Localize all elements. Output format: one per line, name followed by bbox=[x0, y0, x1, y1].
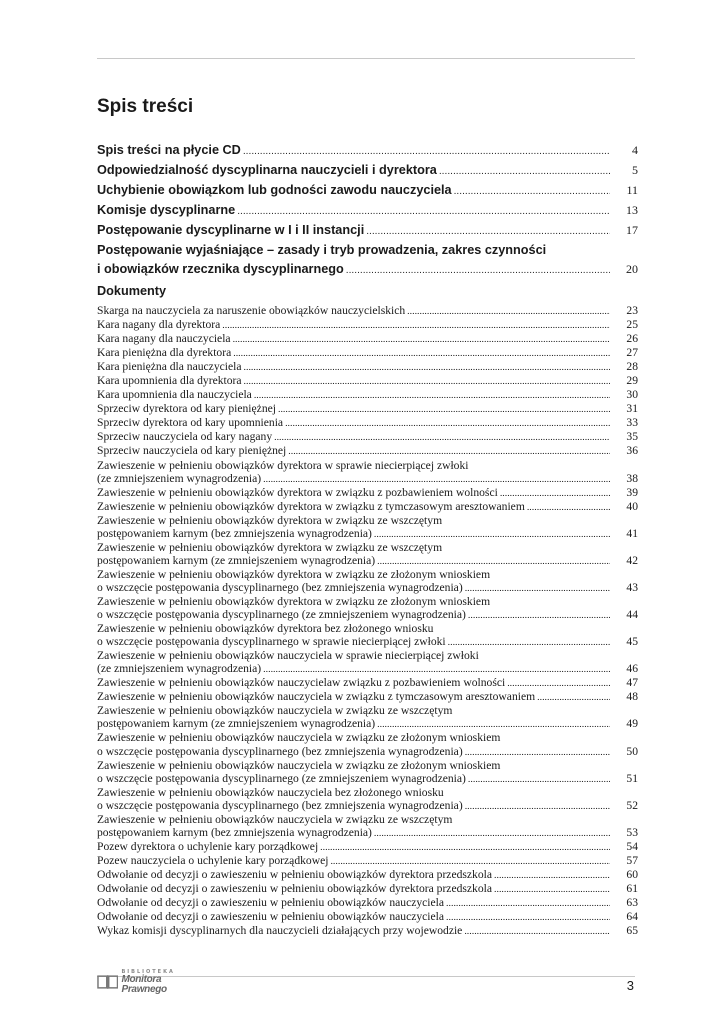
entry-title: Sprzeciw dyrektora od kary upomnienia bbox=[97, 416, 284, 430]
dot-leader bbox=[448, 636, 610, 649]
entry-page-number: 23 bbox=[626, 304, 638, 317]
document-entry[interactable] bbox=[97, 360, 638, 374]
entry-page-number: 41 bbox=[626, 526, 638, 540]
dot-leader bbox=[494, 883, 610, 896]
dot-leader bbox=[263, 473, 610, 486]
entry-page-number: 52 bbox=[626, 798, 638, 812]
entry-title: Komisje dyscyplinarne bbox=[97, 203, 236, 217]
entry-page-number: 47 bbox=[626, 676, 638, 690]
dot-leader bbox=[527, 501, 610, 514]
document-entry[interactable] bbox=[97, 346, 638, 360]
dot-leader bbox=[278, 403, 610, 416]
entry-title: Kara upomnienia dla dyrektora bbox=[97, 374, 242, 388]
dot-leader bbox=[244, 375, 610, 388]
entry-title-line: Postępowanie wyjaśniające – zasady i tryb prowadzenia, zakres czynności bbox=[97, 243, 547, 257]
document-entry[interactable] bbox=[97, 444, 638, 458]
toc-entry[interactable] bbox=[97, 161, 638, 181]
toc-entry[interactable] bbox=[97, 201, 638, 221]
document-entry[interactable] bbox=[97, 541, 638, 568]
entry-title-line: Zawieszenie w pełnieniu obowiązków dyrektora w związku ze złożonym wnioskiem bbox=[97, 567, 491, 581]
entry-title: Pozew nauczyciela o uchylenie kary porządkowej bbox=[97, 853, 329, 867]
dot-leader bbox=[494, 869, 610, 882]
entry-title: o wszczęcie postępowania dyscyplinarnego (bez zmniejszenia wynagrodzenia) bbox=[97, 798, 463, 812]
document-entry[interactable] bbox=[97, 622, 638, 649]
document-entry[interactable] bbox=[97, 430, 638, 444]
document-entry[interactable] bbox=[97, 595, 638, 622]
dot-leader bbox=[233, 333, 610, 346]
entry-title: postępowaniem karnym (bez zmniejszenia wynagrodzenia) bbox=[97, 825, 372, 839]
entry-page-number: 11 bbox=[626, 183, 638, 197]
entry-page-number: 30 bbox=[626, 388, 638, 402]
entry-page-number: 26 bbox=[626, 332, 638, 346]
entry-page-number: 36 bbox=[626, 444, 638, 458]
document-entry[interactable] bbox=[97, 318, 638, 332]
dot-leader bbox=[465, 582, 610, 595]
dot-leader bbox=[374, 528, 610, 541]
dot-leader bbox=[454, 182, 610, 201]
dot-leader bbox=[439, 162, 610, 181]
dot-leader bbox=[233, 347, 610, 360]
dot-leader bbox=[468, 773, 610, 786]
dot-leader bbox=[237, 202, 610, 221]
document-entry[interactable] bbox=[97, 374, 638, 388]
document-entry[interactable] bbox=[97, 854, 638, 868]
entry-title-line: Zawieszenie w pełnieniu obowiązków dyrektora w związku ze złożonym wnioskiem bbox=[97, 594, 491, 608]
entry-title: o wszczęcie postępowania dyscyplinarnego (bez zmniejszenia wynagrodzenia) bbox=[97, 744, 463, 758]
dot-leader bbox=[244, 361, 610, 374]
entry-page-number: 63 bbox=[626, 896, 638, 910]
entry-page-number: 48 bbox=[626, 690, 638, 704]
document-entry[interactable] bbox=[97, 731, 638, 758]
entry-page-number: 51 bbox=[626, 771, 638, 785]
toc-entry[interactable] bbox=[97, 141, 638, 161]
page-number: 3 bbox=[626, 978, 634, 993]
entry-page-number: 31 bbox=[626, 402, 638, 416]
entry-title: o wszczęcie postępowania dyscyplinarnego (ze zmniejszeniem wynagrodzenia) bbox=[97, 771, 466, 785]
entry-page-number: 46 bbox=[626, 662, 638, 676]
entry-page-number: 20 bbox=[626, 262, 638, 276]
entry-title-line: Zawieszenie w pełnieniu obowiązków nauczyciela w sprawie niecierpiącej zwłoki bbox=[97, 649, 479, 663]
entry-title-line: Zawieszenie w pełnieniu obowiązków nauczyciela w związku ze złożonym wnioskiem bbox=[97, 731, 501, 745]
entry-title: Zawieszenie w pełnieniu obowiązków nauczyciela w związku z tymczasowym aresztowaniem bbox=[97, 690, 536, 704]
entry-title: o wszczęcie postępowania dyscyplinarnego (ze zmniejszeniem wynagrodzenia) bbox=[97, 608, 466, 622]
entry-title: Odpowiedzialność dyscyplinarna nauczycieli i dyrektora bbox=[97, 163, 437, 177]
document-entry[interactable] bbox=[97, 882, 638, 896]
document-entry[interactable] bbox=[97, 332, 638, 346]
entry-page-number: 49 bbox=[626, 717, 638, 731]
dot-leader bbox=[366, 222, 610, 241]
entry-title: Kara nagany dla dyrektora bbox=[97, 318, 221, 332]
entry-title: Wykaz komisji dyscyplinarnych dla nauczycieli działających przy wojewodzie bbox=[97, 924, 463, 938]
entry-page-number: 39 bbox=[626, 485, 638, 499]
entry-page-number: 29 bbox=[626, 374, 638, 388]
entry-title: Sprzeciw dyrektora od kary pieniężnej bbox=[97, 402, 276, 416]
entry-page-number: 28 bbox=[626, 360, 638, 374]
document-entry[interactable] bbox=[97, 304, 638, 318]
entry-title: Zawieszenie w pełnieniu obowiązków dyrektora w związku z pozbawieniem wolności bbox=[97, 485, 498, 499]
entry-page-number: 64 bbox=[626, 910, 638, 924]
entry-title: Postępowanie dyscyplinarne w I i II instancji bbox=[97, 223, 365, 237]
entry-title-line: Zawieszenie w pełnieniu obowiązków dyrektora w związku ze wszczętym bbox=[97, 540, 443, 554]
entry-title: o wszczęcie postępowania dyscyplinarnego w sprawie niecierpiącej zwłoki bbox=[97, 635, 446, 649]
document-entry[interactable] bbox=[97, 840, 638, 854]
entry-title-line: Zawieszenie w pełnieniu obowiązków nauczyciela w związku ze wszczętym bbox=[97, 704, 453, 718]
entry-title: postępowaniem karnym (ze zmniejszeniem wynagrodzenia) bbox=[97, 553, 376, 567]
dot-leader bbox=[288, 445, 610, 458]
document-entry[interactable] bbox=[97, 910, 638, 924]
entry-page-number: 38 bbox=[626, 471, 638, 485]
toc-entry[interactable] bbox=[97, 241, 638, 280]
entry-title: (ze zmniejszeniem wynagrodzenia) bbox=[97, 662, 262, 676]
entry-title: Kara pieniężna dla nauczyciela bbox=[97, 360, 242, 374]
page-title: Spis treści bbox=[97, 96, 194, 117]
main-toc bbox=[97, 141, 638, 280]
dot-leader bbox=[500, 487, 610, 500]
entry-title: Sprzeciw nauczyciela od kary pieniężnej bbox=[97, 444, 287, 458]
entry-title-line: Zawieszenie w pełnieniu obowiązków nauczyciela w związku ze wszczętym bbox=[97, 812, 453, 826]
entry-title: Uchybienie obowiązkom lub godności zawodu nauczyciela bbox=[97, 183, 452, 197]
dot-leader bbox=[507, 677, 610, 690]
document-entry[interactable] bbox=[97, 500, 638, 514]
entry-page-number: 44 bbox=[626, 608, 638, 622]
entry-title: Spis treści na płycie CD bbox=[97, 143, 241, 157]
document-entry[interactable] bbox=[97, 924, 638, 938]
dot-leader bbox=[377, 555, 610, 568]
entry-page-number: 27 bbox=[626, 346, 638, 360]
entry-page-number: 35 bbox=[626, 430, 638, 444]
entry-page-number: 53 bbox=[626, 825, 638, 839]
dot-leader bbox=[254, 389, 610, 402]
dot-leader bbox=[468, 609, 610, 622]
entry-page-number: 45 bbox=[626, 635, 638, 649]
entry-page-number: 17 bbox=[626, 223, 638, 237]
dot-leader bbox=[377, 718, 610, 731]
dot-leader bbox=[446, 897, 610, 910]
entry-title-line: Zawieszenie w pełnieniu obowiązków dyrektora w sprawie niecierpiącej zwłoki bbox=[97, 458, 469, 472]
dot-leader bbox=[446, 911, 610, 924]
top-divider bbox=[97, 58, 635, 59]
entry-title: Odwołanie od decyzji o zawieszeniu w pełnieniu obowiązków dyrektora przedszkola bbox=[97, 867, 493, 881]
entry-title: Sprzeciw nauczyciela od kary nagany bbox=[97, 430, 273, 444]
dot-leader bbox=[320, 841, 610, 854]
document-entry[interactable] bbox=[97, 486, 638, 500]
entry-title-line: Zawieszenie w pełnieniu obowiązków nauczyciela bez złożonego wniosku bbox=[97, 785, 444, 799]
document-entry[interactable] bbox=[97, 402, 638, 416]
dot-leader bbox=[346, 261, 610, 280]
document-entry[interactable] bbox=[97, 896, 638, 910]
dot-leader bbox=[274, 431, 610, 444]
book-icon bbox=[97, 974, 118, 990]
document-entry[interactable] bbox=[97, 813, 638, 840]
entry-page-number: 25 bbox=[626, 318, 638, 332]
entry-title: Zawieszenie w pełnieniu obowiązków nauczycielaw związku z pozbawieniem wolności bbox=[97, 676, 506, 690]
toc-entry[interactable] bbox=[97, 221, 638, 241]
publisher-logo bbox=[97, 970, 207, 994]
document-entry[interactable] bbox=[97, 416, 638, 430]
entry-title: Kara pieniężna dla dyrektora bbox=[97, 346, 232, 360]
entry-title: postępowaniem karnym (ze zmniejszeniem wynagrodzenia) bbox=[97, 717, 376, 731]
entry-title: Kara nagany dla nauczyciela bbox=[97, 332, 231, 346]
entry-page-number: 42 bbox=[626, 553, 638, 567]
toc-entry[interactable] bbox=[97, 181, 638, 201]
document-entry[interactable] bbox=[97, 388, 638, 402]
document-entry[interactable] bbox=[97, 704, 638, 731]
logo-series-label: BIBLIOTEKA bbox=[121, 968, 175, 975]
document-entry[interactable] bbox=[97, 459, 638, 486]
dot-leader bbox=[407, 305, 610, 318]
entry-title: Odwołanie od decyzji o zawieszeniu w pełnieniu obowiązków nauczyciela bbox=[97, 910, 445, 924]
entry-page-number: 13 bbox=[626, 203, 638, 217]
dot-leader bbox=[537, 691, 610, 704]
documents-heading: Dokumenty bbox=[97, 284, 167, 298]
entry-title: Skarga na nauczyciela za naruszenie obowiązków nauczycielskich bbox=[97, 304, 406, 317]
entry-page-number: 50 bbox=[626, 744, 638, 758]
logo-title: Monitora Prawnego bbox=[121, 973, 167, 995]
dot-leader bbox=[374, 827, 610, 840]
entry-title-line: Zawieszenie w pełnieniu obowiązków nauczyciela w związku ze złożonym wnioskiem bbox=[97, 758, 501, 772]
entry-title: o wszczęcie postępowania dyscyplinarnego (bez zmniejszenia wynagrodzenia) bbox=[97, 580, 463, 594]
document-entry[interactable] bbox=[97, 868, 638, 882]
entry-page-number: 54 bbox=[626, 839, 638, 853]
document-entry[interactable] bbox=[97, 676, 638, 690]
entry-page-number: 5 bbox=[632, 163, 638, 177]
dot-leader bbox=[465, 746, 610, 759]
dot-leader bbox=[222, 319, 610, 332]
documents-toc bbox=[97, 304, 638, 938]
entry-title: Odwołanie od decyzji o zawieszeniu w pełnieniu obowiązków dyrektora przedszkola bbox=[97, 881, 493, 895]
entry-title: Pozew dyrektora o uchylenie kary porządkowej bbox=[97, 839, 319, 853]
entry-title: Kara upomnienia dla nauczyciela bbox=[97, 388, 252, 402]
document-entry[interactable] bbox=[97, 786, 638, 813]
document-entry[interactable] bbox=[97, 759, 638, 786]
entry-title: Odwołanie od decyzji o zawieszeniu w pełnieniu obowiązków nauczyciela bbox=[97, 896, 445, 910]
document-entry[interactable] bbox=[97, 568, 638, 595]
entry-page-number: 4 bbox=[632, 143, 638, 157]
entry-page-number: 61 bbox=[626, 881, 638, 895]
dot-leader bbox=[464, 925, 610, 938]
entry-title: (ze zmniejszeniem wynagrodzenia) bbox=[97, 471, 262, 485]
dot-leader bbox=[285, 417, 610, 430]
entry-title-line: Zawieszenie w pełnieniu obowiązków dyrektora w związku ze wszczętym bbox=[97, 513, 443, 527]
entry-title: i obowiązków rzecznika dyscyplinarnego bbox=[97, 262, 344, 276]
dot-leader bbox=[243, 142, 610, 161]
document-entry[interactable] bbox=[97, 690, 638, 704]
entry-page-number: 65 bbox=[626, 924, 638, 938]
document-entry[interactable] bbox=[97, 649, 638, 676]
entry-page-number: 43 bbox=[626, 580, 638, 594]
dot-leader bbox=[465, 800, 610, 813]
dot-leader bbox=[263, 663, 610, 676]
dot-leader bbox=[330, 855, 610, 868]
entry-page-number: 60 bbox=[626, 867, 638, 881]
entry-page-number: 33 bbox=[626, 416, 638, 430]
entry-page-number: 57 bbox=[626, 853, 638, 867]
entry-title-line: Zawieszenie w pełnieniu obowiązków dyrektora bez złożonego wniosku bbox=[97, 622, 434, 636]
document-entry[interactable] bbox=[97, 514, 638, 541]
entry-title: postępowaniem karnym (bez zmniejszenia wynagrodzenia) bbox=[97, 526, 372, 540]
entry-page-number: 40 bbox=[626, 499, 638, 513]
entry-title: Zawieszenie w pełnieniu obowiązków dyrektora w związku z tymczasowym aresztowaniem bbox=[97, 499, 525, 513]
